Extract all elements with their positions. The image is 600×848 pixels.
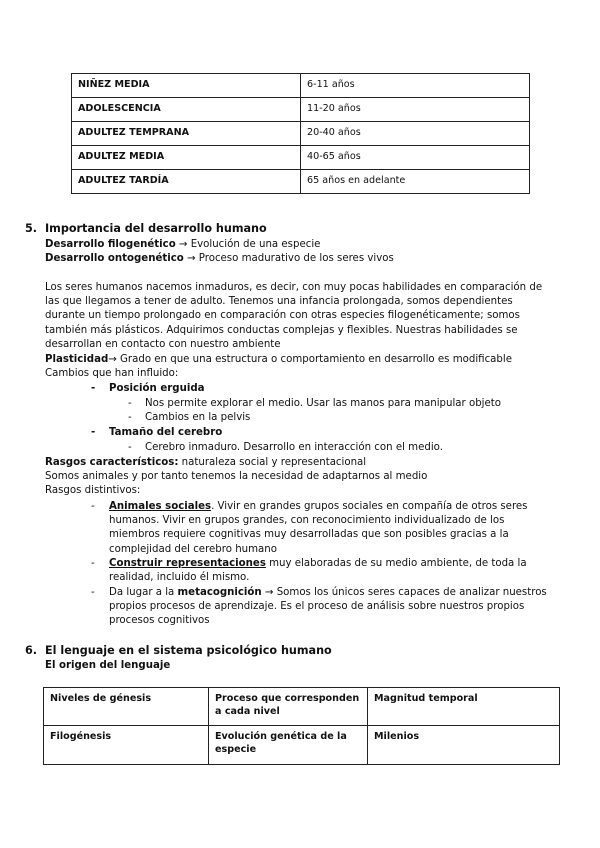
section-6-subtitle: El origen del lenguaje [45, 660, 171, 671]
table-cell: Evolución genética de la especie [209, 726, 368, 765]
animales-line: miembros requiere cognitivas muy desarrolladas que son posibles gracias a la [109, 529, 509, 541]
paragraph-line: durante un tiempo prolongado en comparación con otras especies filogenéticamente; somos [45, 310, 520, 322]
animales-sociales-item [109, 500, 549, 557]
rasgos-distintivos-line: Rasgos distintivos: [45, 485, 141, 496]
section-5-title: Importancia del desarrollo humano [45, 222, 267, 235]
stage-cell: ADOLESCENCIA [72, 98, 301, 122]
rasgos-text: naturaleza social y representacional [178, 457, 367, 468]
bullet-dash: - [128, 442, 132, 453]
construir-line: muy elaboradas de su medio ambiente, de toda la [265, 558, 527, 569]
table-row [72, 98, 530, 122]
animales-line: complejidad del cerebro humano [109, 543, 277, 555]
age-cell: 11-20 años [301, 98, 530, 122]
table-header-row [44, 688, 560, 726]
table-row [72, 122, 530, 146]
bullet-dash: - [91, 558, 95, 569]
bullet-dash: - [91, 427, 96, 438]
section-6-number: 6. [25, 644, 38, 657]
somos-line: Somos animales y por tanto tenemos la necesidad de adaptarnos al medio [45, 471, 428, 482]
meta-line: propios procesos de aprendizaje. Es el proceso de análisis sobre nuestros propios [109, 601, 525, 613]
filogenetico-line [45, 238, 320, 252]
filogenetico-text: → Evolución de una especie [175, 239, 321, 250]
construir-item [109, 557, 549, 585]
intro-paragraph [45, 281, 542, 352]
plasticidad-line [45, 353, 512, 367]
age-cell: 6-11 años [301, 74, 530, 98]
posicion-erguida-label: Posición erguida [109, 383, 205, 394]
tamano-item: Cerebro inmaduro. Desarrollo en interacción con el medio. [145, 442, 443, 453]
age-cell: 40-65 años [301, 146, 530, 170]
stage-cell: ADULTEZ TARDÍA [72, 170, 301, 194]
table-row [72, 170, 530, 194]
metacognicion-item [109, 586, 549, 629]
filogenetico-label: Desarrollo filogenético [45, 239, 176, 250]
stage-cell: NIÑEZ MEDIA [72, 74, 301, 98]
meta-prefix: Da lugar a la [109, 587, 178, 598]
tamano-cerebro-label: Tamaño del cerebro [109, 427, 223, 438]
table-cell: Milenios [368, 726, 560, 765]
ontogenetico-label: Desarrollo ontogenético [45, 253, 184, 264]
table-row [44, 726, 560, 765]
bullet-dash: - [91, 587, 95, 598]
construir-label: Construir representaciones [109, 558, 266, 569]
plasticidad-text: → Grado en que una estructura o comportamiento en desarrollo es modificable [108, 354, 512, 365]
animales-label: Animales sociales [109, 501, 212, 512]
table-row [72, 74, 530, 98]
bullet-dash: - [128, 398, 132, 409]
life-stages-table [71, 73, 530, 194]
rasgos-label: Rasgos característicos: [45, 457, 179, 468]
stage-cell: ADULTEZ TEMPRANA [72, 122, 301, 146]
meta-label: metacognición [177, 587, 262, 598]
cambios-line: Cambios que han influido: [45, 368, 179, 379]
animales-line: humanos. Vivir en grupos grandes, con reconocimiento individualizado de los [109, 515, 505, 527]
meta-line: → Somos los únicos seres capaces de analizar nuestros [261, 587, 547, 598]
construir-line: realidad, incluido él mismo. [109, 572, 250, 584]
bullet-dash: - [128, 412, 132, 423]
ontogenetico-line [45, 252, 394, 266]
posicion-item: Cambios en la pelvis [145, 412, 251, 423]
bullet-dash: - [91, 501, 95, 512]
animales-line: . Vivir en grandes grupos sociales en compañía de otros seres [211, 501, 528, 512]
column-header: Proceso que corresponden a cada nivel [209, 688, 368, 726]
paragraph-line: Los seres humanos nacemos inmaduros, es decir, con muy pocas habilidades en comparación de [45, 282, 543, 293]
rasgos-line [45, 456, 366, 470]
column-header: Magnitud temporal [368, 688, 560, 726]
plasticidad-label: Plasticidad [45, 354, 109, 365]
paragraph-line: también más plásticos. Adquirimos conductas complejas y flexibles. Nuestras habilidades se [45, 324, 518, 336]
ontogenetico-text: → Proceso madurativo de los seres vivos [183, 253, 394, 264]
section-5-number: 5. [25, 222, 38, 235]
paragraph-line: las que llegamos a tener de adulto. Tenemos una infancia prolongada, somos dependientes [45, 296, 513, 308]
table-row [72, 146, 530, 170]
posicion-item: Nos permite explorar el medio. Usar las manos para manipular objeto [145, 398, 501, 409]
table-cell: Filogénesis [44, 726, 209, 765]
language-origin-table [43, 687, 560, 765]
meta-line: procesos cognitivos [109, 615, 210, 627]
bullet-dash: - [91, 383, 96, 394]
paragraph-line: desarrollan en contacto con nuestro ambiente [45, 338, 281, 350]
age-cell: 65 años en adelante [301, 170, 530, 194]
stage-cell: ADULTEZ MEDIA [72, 146, 301, 170]
age-cell: 20-40 años [301, 122, 530, 146]
section-6-title: El lenguaje en el sistema psicológico humano [45, 644, 332, 657]
column-header: Niveles de génesis [44, 688, 209, 726]
